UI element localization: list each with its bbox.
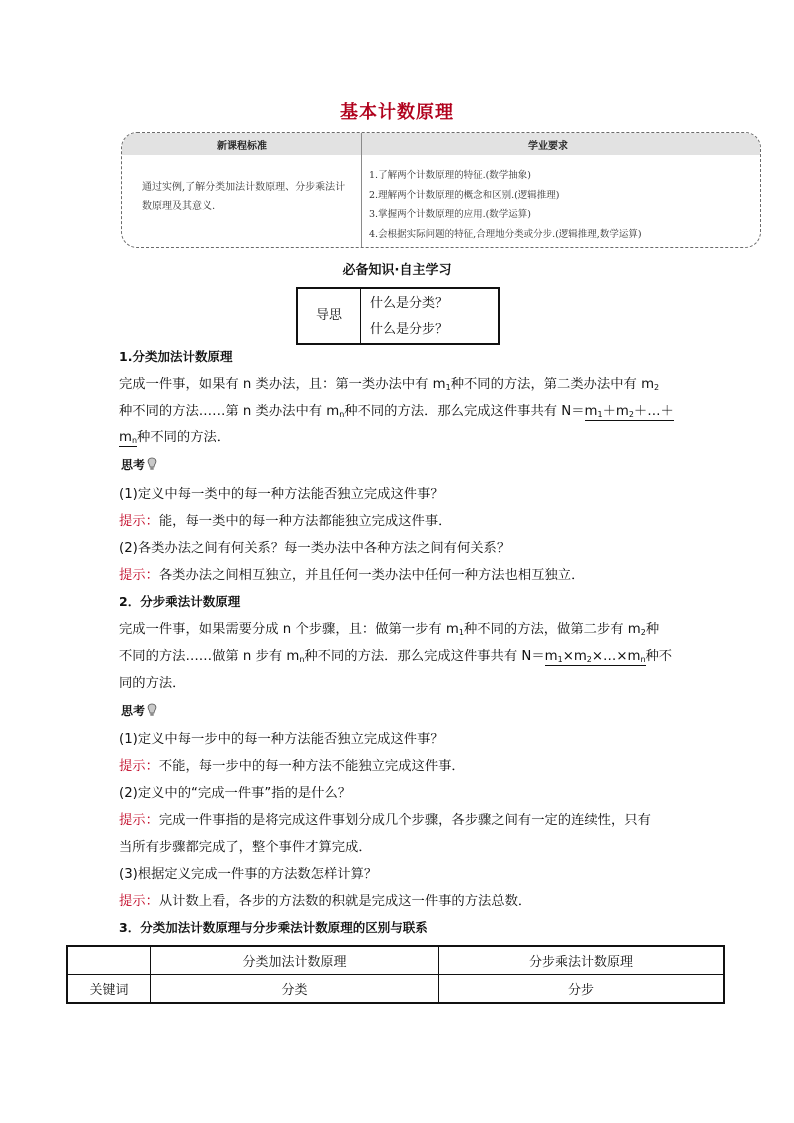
new-curriculum-header: 新课程标准 xyxy=(217,141,267,152)
s2-answer-2-cont: 当所有步骤都完成了，整个事件才算完成． xyxy=(119,840,372,855)
comparison-table xyxy=(66,945,725,1004)
section-3-heading: 3．分类加法计数原理与分步乘法计数原理的区别与联系 xyxy=(119,920,428,935)
curriculum-standard-text: 通过实例,了解分类加法计数原理、分步乘法计数原理及其意义. xyxy=(142,182,346,212)
s1-paragraph-line: 种不同的方法……第 n 类办法中有 $m_n$种不同的方法．那么完成这件事共有 $N=m_1+m_2+\dots+$ xyxy=(119,404,674,419)
s2-answer-1: 提示：不能，每一步中的每一种方法不能独立完成这件事． xyxy=(119,759,465,774)
product-formula: $m_1\times m_2\times\dots\times m_n$ xyxy=(544,649,646,664)
table-cell: 分步 xyxy=(439,975,725,1004)
s1-paragraph-line: 完成一件事，如果有 n 类办法，且：第一类办法中有 $m_1$种不同的方法，第二类办法中有 $m_2$ xyxy=(119,377,660,392)
curriculum-standards-box xyxy=(121,132,761,248)
s1-answer-2: 提示：各类办法之间相互独立，并且任何一类办法中任何一种方法也相互独立． xyxy=(119,568,585,583)
thinking-bulb-icon xyxy=(146,457,158,471)
table-header-cell: 分步乘法计数原理 xyxy=(439,946,725,975)
table-header-cell: 分类加法计数原理 xyxy=(151,946,439,975)
s1-answer-1: 提示：能，每一类中的每一种方法都能独立完成这件事． xyxy=(119,514,452,529)
table-row-label: 关键词 xyxy=(67,975,151,1004)
requirement-item: 2.理解两个计数原理的概念和区别.(逻辑推理) xyxy=(369,189,560,201)
s1-paragraph-line: $m_n$种不同的方法． xyxy=(119,430,231,445)
table-cell: 分类 xyxy=(151,975,439,1004)
s2-answer-2: 提示：完成一件事指的是将完成这件事划分成几个步骤，各步骤之间有一定的连续性，只有 xyxy=(119,813,651,828)
page-title: 基本计数原理 xyxy=(340,102,454,123)
s2-answer-3: 提示：从计数上看，各步的方法数的积就是完成这一件事的方法总数． xyxy=(119,894,532,909)
section-label: 必备知识·自主学习 xyxy=(342,263,452,278)
requirement-item: 4.会根据实际问题的特征,合理地分类或分步.(逻辑推理,数学运算) xyxy=(369,228,642,240)
think-label: 思考 xyxy=(121,456,158,473)
s2-paragraph-line: 不同的方法……做第 n 步有 $m_n$种不同的方法．那么完成这件事共有 $N=m_1\times m_2\times\dots\times m_n$种不 xyxy=(119,649,673,664)
standards-header xyxy=(122,133,760,155)
table-corner-cell xyxy=(67,946,151,975)
standards-divider xyxy=(361,133,362,247)
requirement-item: 1.了解两个计数原理的特征.(数学抽象) xyxy=(369,170,531,181)
s2-paragraph-line: 同的方法． xyxy=(119,676,186,691)
sum-formula: $m_1+m_2+\dots+$ xyxy=(584,404,674,419)
s2-question-2: (2)定义中的“完成一件事”指的是什么？ xyxy=(119,786,352,801)
s2-question-1: (1)定义中每一步中的每一种方法能否独立完成这件事？ xyxy=(119,732,444,747)
guide-label: 导思 xyxy=(298,289,361,343)
s1-question-1: (1)定义中每一类中的每一种方法能否独立完成这件事？ xyxy=(119,487,444,502)
section-2-heading: 2．分步乘法计数原理 xyxy=(119,594,241,609)
requirements-list xyxy=(369,166,754,244)
guide-question: 什么是分类？ xyxy=(370,296,449,311)
requirement-item: 3.掌握两个计数原理的应用.(数学运算) xyxy=(369,209,531,220)
thinking-bulb-icon xyxy=(146,703,158,717)
guide-box xyxy=(296,287,500,345)
s2-question-3: (3)根据定义完成一件事的方法数怎样计算？ xyxy=(119,867,378,882)
think-label: 思考 xyxy=(121,702,158,719)
guide-question: 什么是分步？ xyxy=(370,322,449,337)
s1-question-2: (2)各类办法之间有何关系？每一类办法中各种方法之间有何关系？ xyxy=(119,541,511,556)
table-row xyxy=(67,946,724,975)
s2-paragraph-line: 完成一件事，如果需要分成 n 个步骤，且：做第一步有 $m_1$种不同的方法，做第二步有 $m_2$种 xyxy=(119,622,660,637)
section-1-heading: 1.分类加法计数原理 xyxy=(119,349,233,364)
table-row xyxy=(67,975,724,1004)
academic-requirements-header: 学业要求 xyxy=(528,141,568,152)
